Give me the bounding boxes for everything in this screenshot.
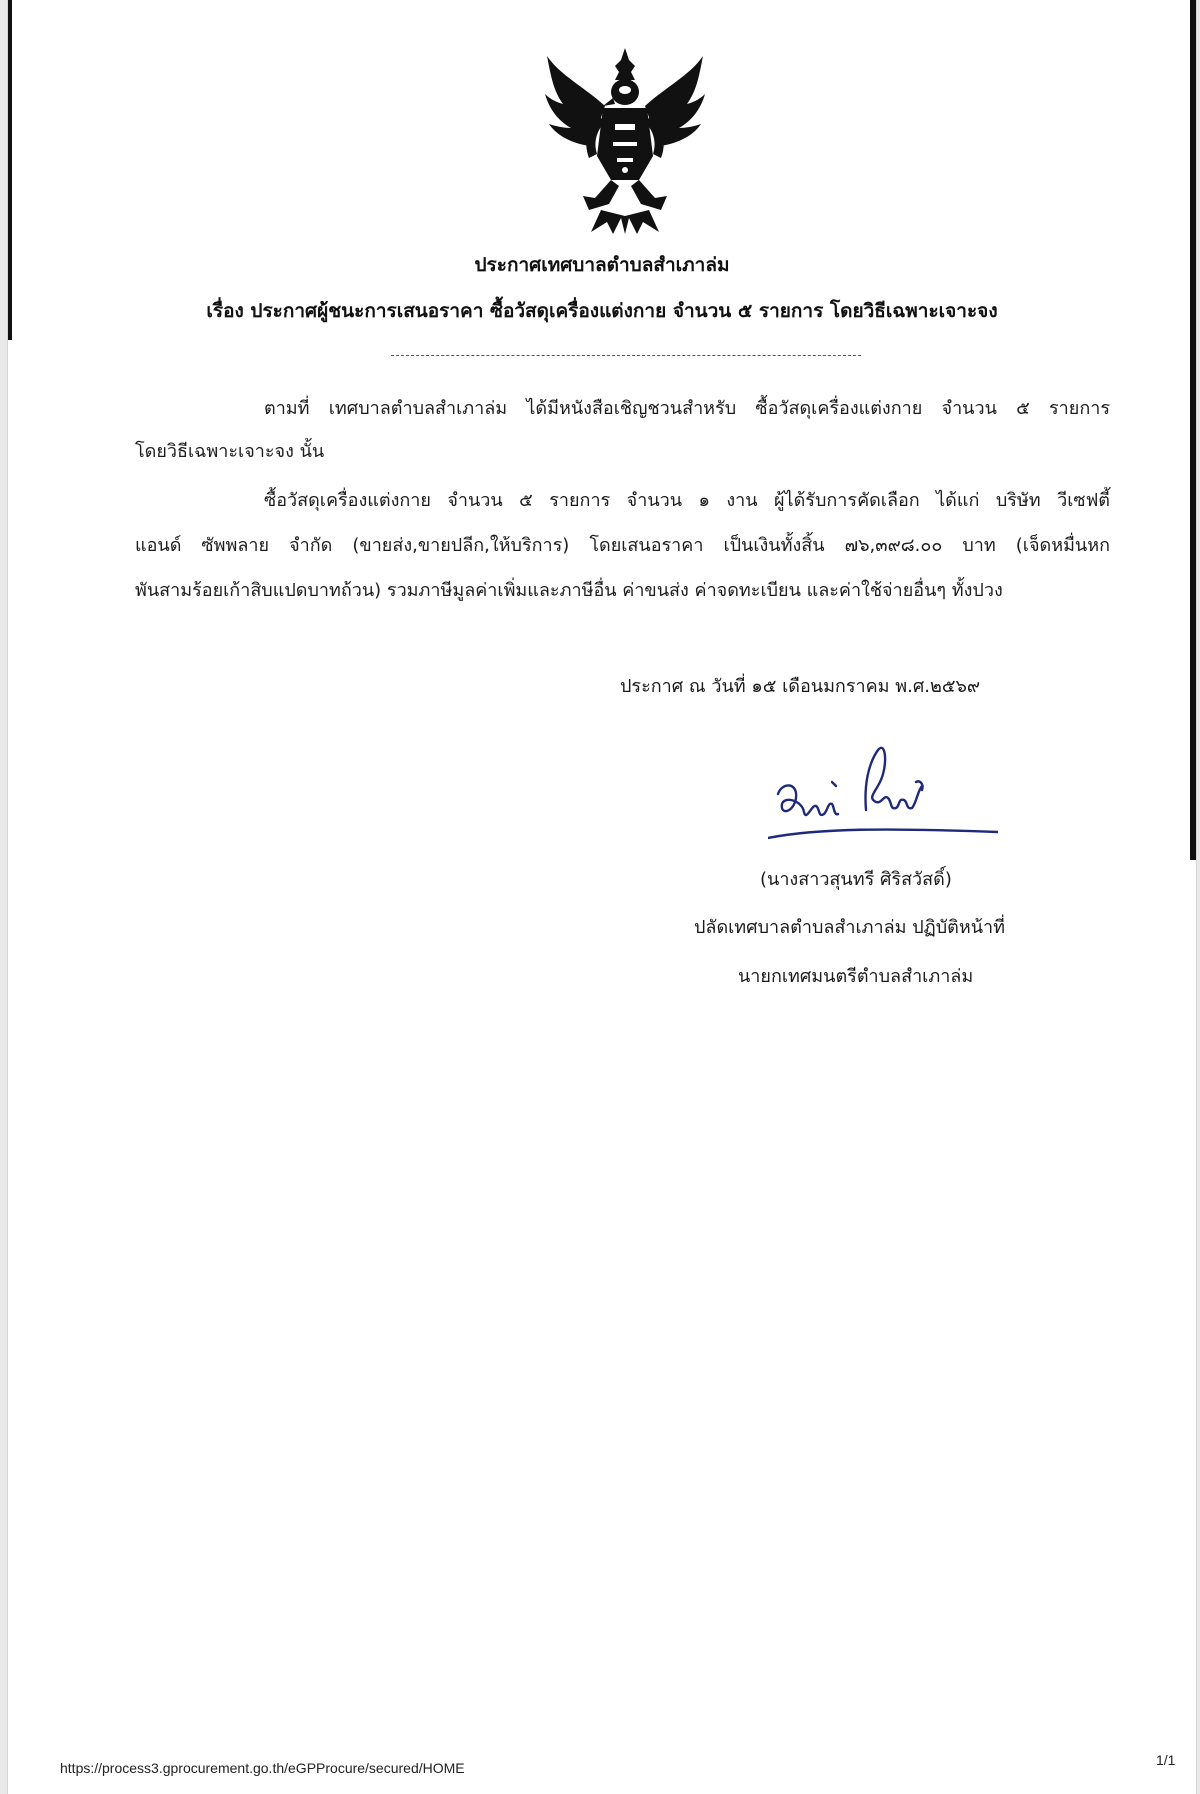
garuda-emblem-icon <box>543 46 707 236</box>
handwritten-signature <box>768 742 998 852</box>
paragraph-2-line-2: แอนด์ ซัพพลาย จำกัด (ขายส่ง,ขายปลีก,ให้บริการ) โดยเสนอราคา เป็นเงินทั้งสิ้น ๗๖,๓๙๘.๐๐ บาท (เจ็ดหมื่นหก <box>135 535 1110 556</box>
document-page <box>8 0 1196 1794</box>
footer-page-number: 1/1 <box>1156 1752 1176 1768</box>
signatory-position-line-1: ปลัดเทศบาลตำบลสำเภาล่ม ปฏิบัติหน้าที่ <box>694 917 1006 938</box>
scan-edge-left <box>8 0 12 340</box>
footer-source-url: https://process3.gprocurement.go.th/eGPProcure/secured/HOME <box>60 1760 465 1776</box>
announcement-subject-title: เรื่อง ประกาศผู้ชนะการเสนอราคา ซื้อวัสดุเครื่องแต่งกาย จำนวน ๕ รายการ โดยวิธีเฉพาะเจาะจง <box>206 300 998 322</box>
signatory-name: (นางสาวสุนทรี ศิริสวัสดิ์) <box>760 869 952 890</box>
paragraph-2-line-3: พันสามร้อยเก้าสิบแปดบาทถ้วน) รวมภาษีมูลค่าเพิ่มและภาษีอื่น ค่าขนส่ง ค่าจดทะเบียน และค่าใช้จ่ายอื่นๆ ทั้งปวง <box>135 580 1003 601</box>
scan-edge-right <box>1190 0 1196 860</box>
paragraph-1-line-1: ตามที่ เทศบาลตำบลสำเภาล่ม ได้มีหนังสือเชิญชวนสำหรับ ซื้อวัสดุเครื่องแต่งกาย จำนวน ๕ รายการ <box>264 398 1110 419</box>
title-divider <box>391 355 861 356</box>
signatory-position-line-2: นายกเทศมนตรีตำบลสำเภาล่ม <box>738 966 974 987</box>
paragraph-2-line-1: ซื้อวัสดุเครื่องแต่งกาย จำนวน ๕ รายการ จำนวน ๑ งาน ผู้ได้รับการคัดเลือก ได้แก่ บริษัท วีเซฟตี้ <box>264 490 1110 511</box>
announcement-organization-title: ประกาศเทศบาลตำบลสำเภาล่ม <box>474 254 730 276</box>
announcement-date: ประกาศ ณ วันที่ ๑๕ เดือนมกราคม พ.ศ.๒๕๖๙ <box>620 676 981 697</box>
paragraph-1-line-2: โดยวิธีเฉพาะเจาะจง นั้น <box>135 441 325 462</box>
